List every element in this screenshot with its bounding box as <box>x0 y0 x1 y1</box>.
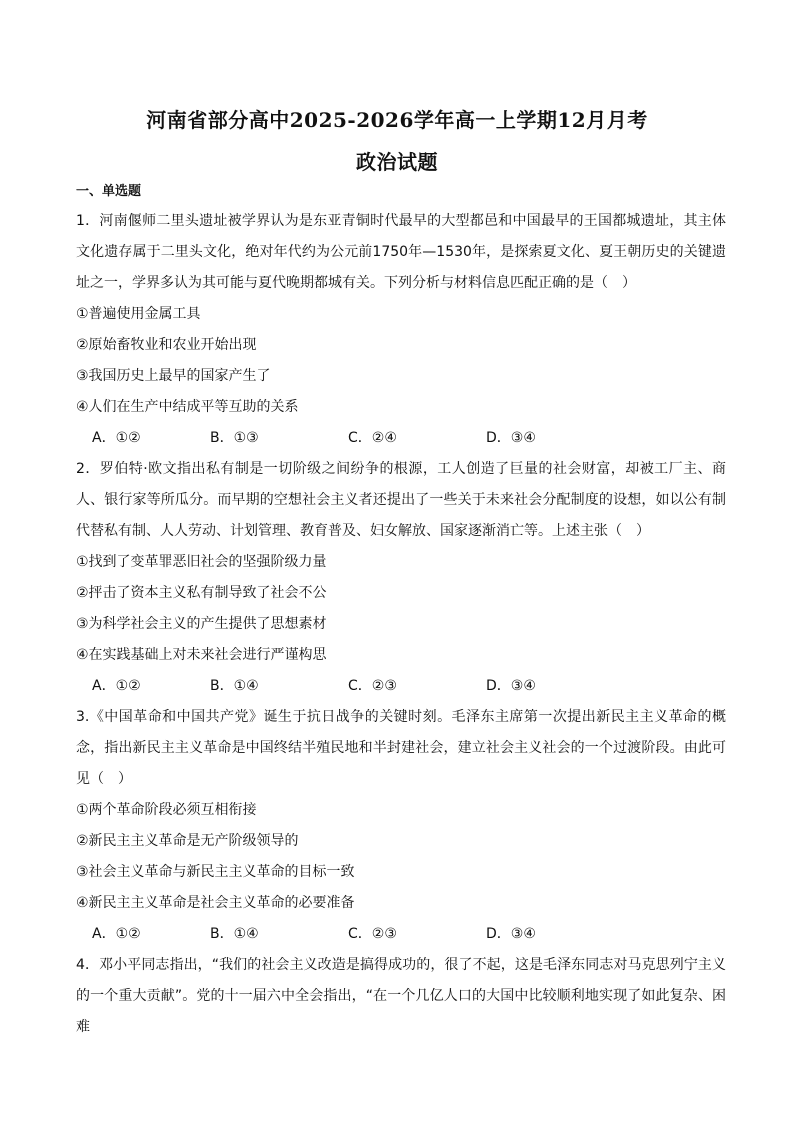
question-stem: 4．邓小平同志指出，“我们的社会主义改造是搞得成功的，很了不起，这是毛泽东同志对马克思列宁主义的一个重大贡献”。党的十一届六中全会指出，“在一个几亿人口的大国中比较顺利地实现了如此复杂、困难 <box>76 957 726 1035</box>
question-4 <box>76 950 726 1043</box>
statement-option: ③社会主义革命与新民主主义革命的目标一致 <box>76 864 355 880</box>
question-stem: 3.《中国革命和中国共产党》诞生于抗日战争的关键时刻。毛泽东主席第一次提出新民主主义革命的概念，指出新民主主义革命是中国终结半殖民地和半封建社会，建立社会主义社会的一个过渡阶段。由此可见（ ） <box>76 709 726 787</box>
answer-choices <box>76 671 726 702</box>
choice-c: C．②③ <box>348 926 397 942</box>
statement-option: ④新民主主义革命是社会主义革命的必要准备 <box>76 895 355 911</box>
statement-option: ②新民主主义革命是无产阶级领导的 <box>76 833 299 849</box>
statement-option: ①找到了变革罪恶旧社会的坚强阶级力量 <box>76 554 327 570</box>
question-3 <box>76 702 726 950</box>
question-stem: 1．河南偃师二里头遗址被学界认为是东亚青铜时代最早的大型都邑和中国最早的王国都城遗址，其主体文化遗存属于二里头文化，绝对年代约为公元前1750年—1530年，是探索夏文化、夏王朝历史的关键遗址之一，学界多认为其可能与夏代晚期都城有关。下列分析与材料信息匹配正确的是（ ） <box>76 213 726 291</box>
exam-title: 河南省部分高中2025-2026学年高一上学期12月月考 <box>146 108 648 132</box>
choice-a: A．①② <box>92 430 141 446</box>
choice-a: A．①② <box>92 926 141 942</box>
statement-option: ③我国历史上最早的国家产生了 <box>76 368 271 384</box>
choice-b: B．①④ <box>210 926 259 942</box>
choice-a: A．①② <box>92 678 141 694</box>
section-heading: 一、单选题 <box>76 184 142 199</box>
statement-option: ④在实践基础上对未来社会进行严谨构思 <box>76 647 327 663</box>
answer-choices <box>76 919 726 950</box>
choice-c: C．②③ <box>348 678 397 694</box>
question-2 <box>76 454 726 702</box>
statement-option: ②抨击了资本主义私有制导致了社会不公 <box>76 585 327 601</box>
exam-subtitle: 政治试题 <box>356 150 438 174</box>
choice-d: D．③④ <box>486 678 536 694</box>
question-list <box>76 206 726 1043</box>
statement-option: ③为科学社会主义的产生提供了思想素材 <box>76 616 327 632</box>
statement-option: ①两个革命阶段必须互相衔接 <box>76 802 257 818</box>
answer-choices <box>76 423 726 454</box>
choice-d: D．③④ <box>486 430 536 446</box>
choice-c: C．②④ <box>348 430 397 446</box>
statement-option: ④人们在生产中结成平等互助的关系 <box>76 399 299 415</box>
statement-option: ①普遍使用金属工具 <box>76 306 201 322</box>
choice-b: B．①④ <box>210 678 259 694</box>
statement-option: ②原始畜牧业和农业开始出现 <box>76 337 257 353</box>
choice-d: D．③④ <box>486 926 536 942</box>
choice-b: B．①③ <box>210 430 259 446</box>
question-stem: 2．罗伯特·欧文指出私有制是一切阶级之间纷争的根源，工人创造了巨量的社会财富，却被工厂主、商人、银行家等所瓜分。而早期的空想社会主义者还提出了一些关于未来社会分配制度的设想，如以公有制代替私有制、人人劳动、计划管理、教育普及、妇女解放、国家逐渐消亡等。上述主张（ ） <box>76 461 726 539</box>
question-1 <box>76 206 726 454</box>
